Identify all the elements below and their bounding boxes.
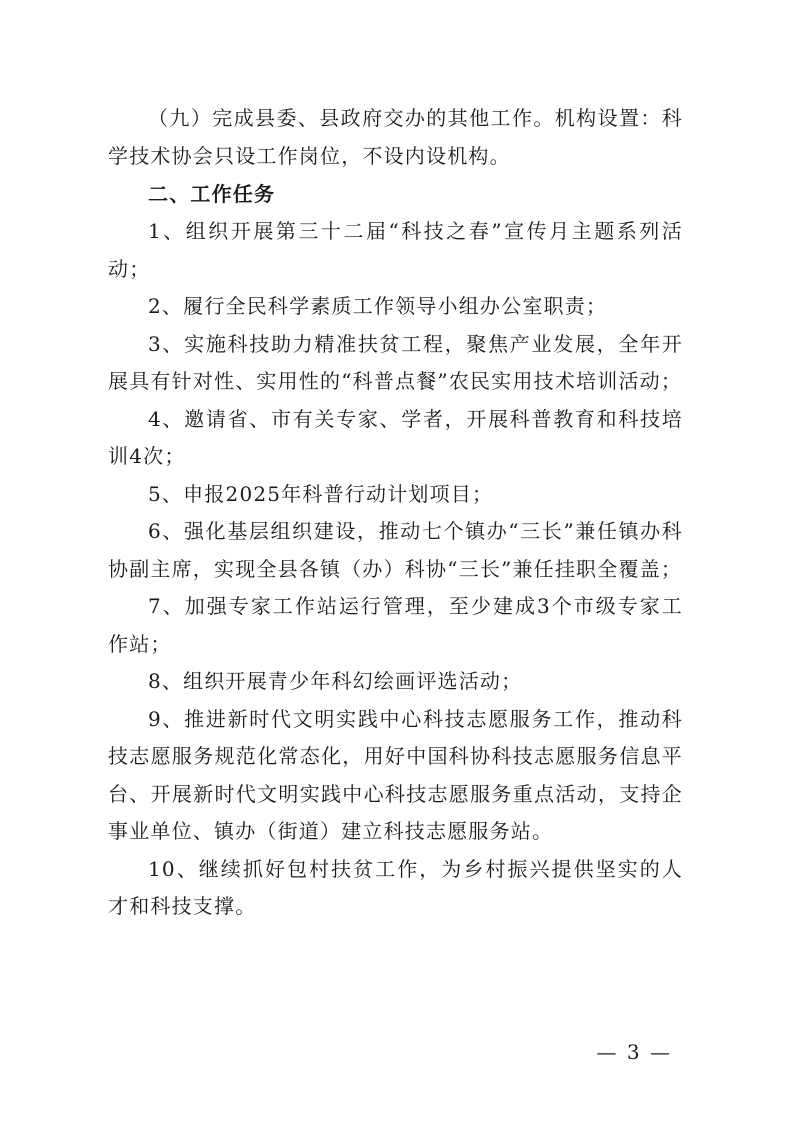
task-item-5: 5、申报2025年科普行动计划项目； — [148, 481, 494, 506]
task-item-10: 10、继续抓好包村扶贫工作，为乡村振兴提供坚实的人才和科技支撑。 — [108, 856, 683, 918]
task-item-3: 3、实施科技助力精准扶贫工程，聚焦产业发展，全年开展具有针对性、实用性的“科普点餐”农民实用技术培训活动； — [108, 331, 683, 393]
task-item-1: 1、组织开展第三十二届“科技之春”宣传月主题系列活动； — [108, 219, 683, 281]
page-number: — 3 — — [596, 1040, 672, 1064]
section-heading: 二、工作任务 — [148, 182, 276, 206]
task-item-8: 8、组织开展青少年科幻绘画评选活动； — [148, 669, 523, 693]
task-item-9: 9、推进新时代文明实践中心科技志愿服务工作，推动科技志愿服务规范化常态化，用好中国科协科技志愿服务信息平台、开展新时代文明实践中心科技志愿服务重点活动，支持企事业单位、镇办（街道）建立科技志愿服务站。 — [108, 706, 683, 843]
task-item-6: 6、强化基层组织建设，推动七个镇办“三长”兼任镇办科协副主席，实现全县各镇（办）科协“三长”兼任挂职全覆盖； — [108, 519, 683, 581]
document-body — [108, 100, 683, 926]
task-item-7: 7、加强专家工作站运行管理，至少建成3个市级专家工作站； — [108, 594, 683, 656]
paragraph-item-nine: （九）完成县委、县政府交办的其他工作。机构设置：科学技术协会只设工作岗位，不设内设机构。 — [108, 106, 683, 168]
task-item-2: 2、履行全民科学素质工作领导小组办公室职责； — [148, 294, 608, 318]
task-item-4: 4、邀请省、市有关专家、学者，开展科普教育和科技培训4次； — [108, 406, 683, 468]
